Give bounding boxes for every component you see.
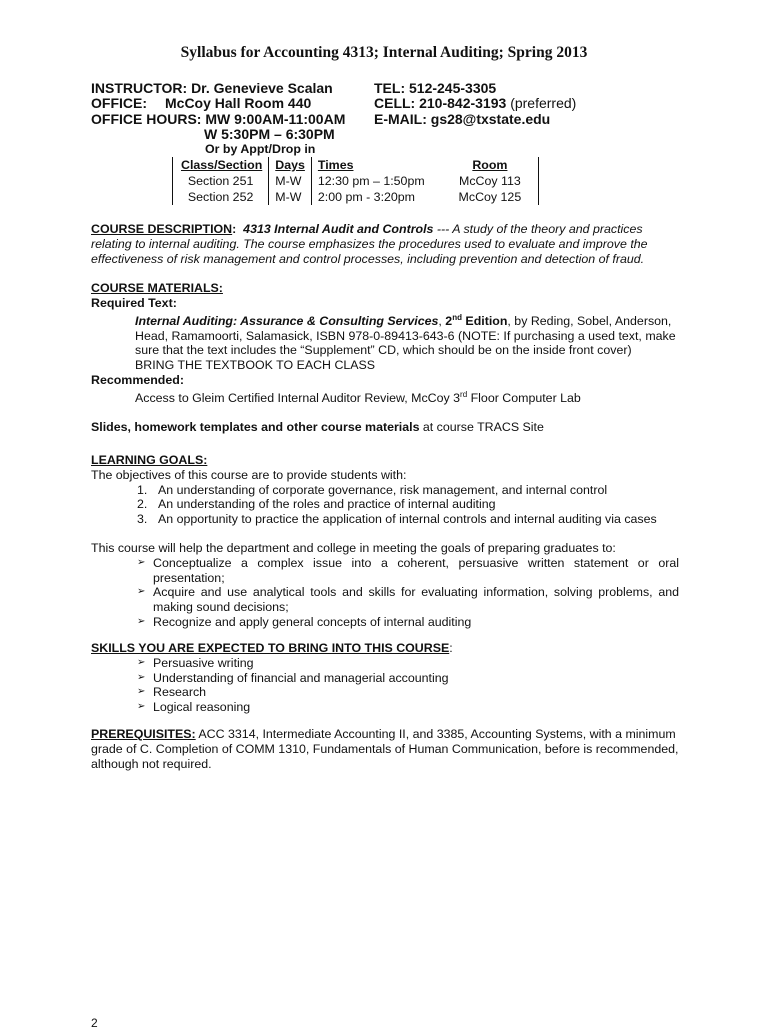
table-cell: Section 252: [173, 189, 269, 205]
edition: 2nd Edition: [445, 312, 508, 328]
arrow-bullet-icon: ➢: [137, 615, 146, 627]
list-item: ➢ Logical reasoning: [137, 700, 251, 715]
col-header-days: Days: [269, 157, 312, 173]
arrow-bullet-icon: ➢: [137, 701, 146, 713]
skills-list: [91, 656, 679, 715]
skills-heading: SKILLS YOU ARE EXPECTED TO BRING INTO THIS COURSE:: [91, 641, 453, 655]
col-header-times: Times: [311, 157, 442, 173]
course-description: COURSE DESCRIPTION: 4313 Internal Audit and Controls --- A study of the theory and practices relating to internal auditing. The course emphasizes the procedures used to evaluate and improve the effectiveness of risk management and control processes, including prevention and detection of fraud.: [91, 222, 648, 266]
col-header-room: Room: [442, 157, 539, 173]
office-line: [91, 95, 147, 111]
table-cell: 2:00 pm - 3:20pm: [311, 189, 442, 205]
recommended-label: Recommended:: [91, 372, 184, 387]
prereq-label: PREREQUISITES:: [91, 727, 196, 741]
instructor-line: INSTRUCTOR: Dr. Genevieve Scalan: [91, 80, 333, 96]
table-cell: 12:30 pm – 1:50pm: [311, 173, 442, 189]
table-cell: M-W: [269, 173, 312, 189]
materials-label: COURSE MATERIALS:: [91, 281, 223, 295]
required-text-label: Required Text:: [91, 295, 177, 310]
office-hours-wednesday: W 5:30PM – 6:30PM: [204, 126, 335, 142]
bring-textbook-note: BRING THE TEXTBOOK TO EACH CLASS: [135, 358, 376, 373]
slides-bold: Slides, homework templates and other course materials: [91, 419, 420, 434]
page-number: 2: [91, 1016, 98, 1030]
description-text: --- A study of the theory and practices relating to internal auditing. The course emphasizes the procedures used to evaluate and improve the effectiveness of risk management and control processes, including prevention and detection of fraud.: [91, 222, 648, 266]
arrow-bullet-icon: ➢: [137, 686, 146, 698]
course-materials: [91, 281, 679, 434]
description-label: COURSE DESCRIPTION: [91, 222, 233, 236]
office-value: McCoy Hall Room 440: [165, 95, 312, 111]
schedule-header-row: [173, 157, 539, 173]
learning-goals: [91, 453, 679, 630]
goals-intro: The objectives of this course are to provide students with:: [91, 467, 407, 482]
tel-line: TEL: 512-245-3305: [374, 80, 497, 96]
cell-number: CELL: 210-842-3193: [374, 95, 507, 111]
col-header-class: Class/Section: [173, 157, 269, 173]
list-item: 1. An understanding of corporate governance, risk management, and internal control: [137, 482, 608, 497]
list-item: ➢ Acquire and use analytical tools and skills for evaluating information, solving problems, and making sound decisions;: [137, 585, 679, 615]
office-hours-line: OFFICE HOURS: MW 9:00AM-11:00AM: [91, 111, 346, 127]
goals-label: LEARNING GOALS:: [91, 453, 208, 467]
list-item: ➢ Understanding of financial and managerial accounting: [137, 670, 449, 685]
appointment-note: Or by Appt/Drop in: [205, 142, 316, 156]
slides-rest: at course TRACS Site: [419, 419, 544, 434]
prereq-text: ACC 3314, Intermediate Accounting II, and 3385, Accounting Systems, with a minimum grade of C. Completion of COMM 1310, Fundamentals of Human Communication, before is recommended, although not required.: [91, 727, 679, 771]
table-row: [173, 189, 539, 205]
schedule-table: [172, 157, 539, 205]
skills-label: SKILLS YOU ARE EXPECTED TO BRING INTO THIS COURSE: [91, 641, 450, 655]
goals-list: [91, 483, 679, 527]
course-name: 4313 Internal Audit and Controls: [243, 222, 434, 236]
list-item: ➢ Conceptualize a complex issue into a coherent, persuasive written statement or oral presentation;: [137, 555, 679, 585]
list-item: ➢ Recognize and apply general concepts of internal auditing: [137, 614, 472, 629]
book-details: , by Reding, Sobel, Anderson, Head, Ramamoorti, Salamasick, ISBN 978-0-89413-643-6 (NOTE: If purchasing a used text, make sure that the text includes the “Supplement” CD, which should be on the inside front cover): [135, 313, 676, 358]
list-item: ➢ Research: [137, 685, 207, 700]
arrow-bullet-icon: ➢: [137, 671, 146, 683]
email-line: E-MAIL: gs28@txstate.edu: [374, 111, 551, 127]
cell-note: (preferred): [510, 95, 577, 111]
list-item: ➢ Persuasive writing: [137, 655, 254, 670]
prerequisites: [91, 727, 679, 771]
arrow-bullet-icon: ➢: [137, 556, 146, 568]
table-cell: Section 251: [173, 173, 269, 189]
slides-line: [91, 420, 679, 435]
recommended-text: Access to Gleim Certified Internal Auditor Review, McCoy 3rd Floor Computer Lab: [135, 389, 581, 405]
table-cell: M-W: [269, 189, 312, 205]
arrow-bullet-icon: ➢: [137, 656, 146, 668]
required-text-body: Internal Auditing: Assurance & Consulting Services, 2nd Edition, by Reding, Sobel, Anderson, Head, Ramamoorti, Salamasick, ISBN 978-0-89413-643-6 (NOTE: If purchasing a used text, make sure that the text includes the “Supplement” CD, which should be on the inside front cover) BRING THE TEXTBOOK TO EACH CLASS: [91, 311, 679, 373]
expected-skills: [91, 641, 679, 715]
page-title: Syllabus for Accounting 4313; Internal Auditing; Spring 2013: [180, 44, 588, 61]
office-label: OFFICE:: [91, 95, 147, 111]
dept-goals-intro: This course will help the department and college in meeting the goals of preparing graduates to:: [91, 540, 616, 555]
list-item: 3. An opportunity to practice the application of internal controls and internal auditing via cases: [137, 512, 657, 527]
table-row: [173, 173, 539, 189]
book-title: Internal Auditing: Assurance & Consulting Services: [135, 313, 439, 328]
dept-goals-list: [91, 556, 679, 630]
arrow-bullet-icon: ➢: [137, 586, 146, 598]
cell-line: [374, 95, 576, 111]
list-item: 2. An understanding of the roles and practice of internal auditing: [137, 497, 496, 512]
table-cell: McCoy 125: [442, 189, 539, 205]
table-cell: McCoy 113: [442, 173, 539, 189]
